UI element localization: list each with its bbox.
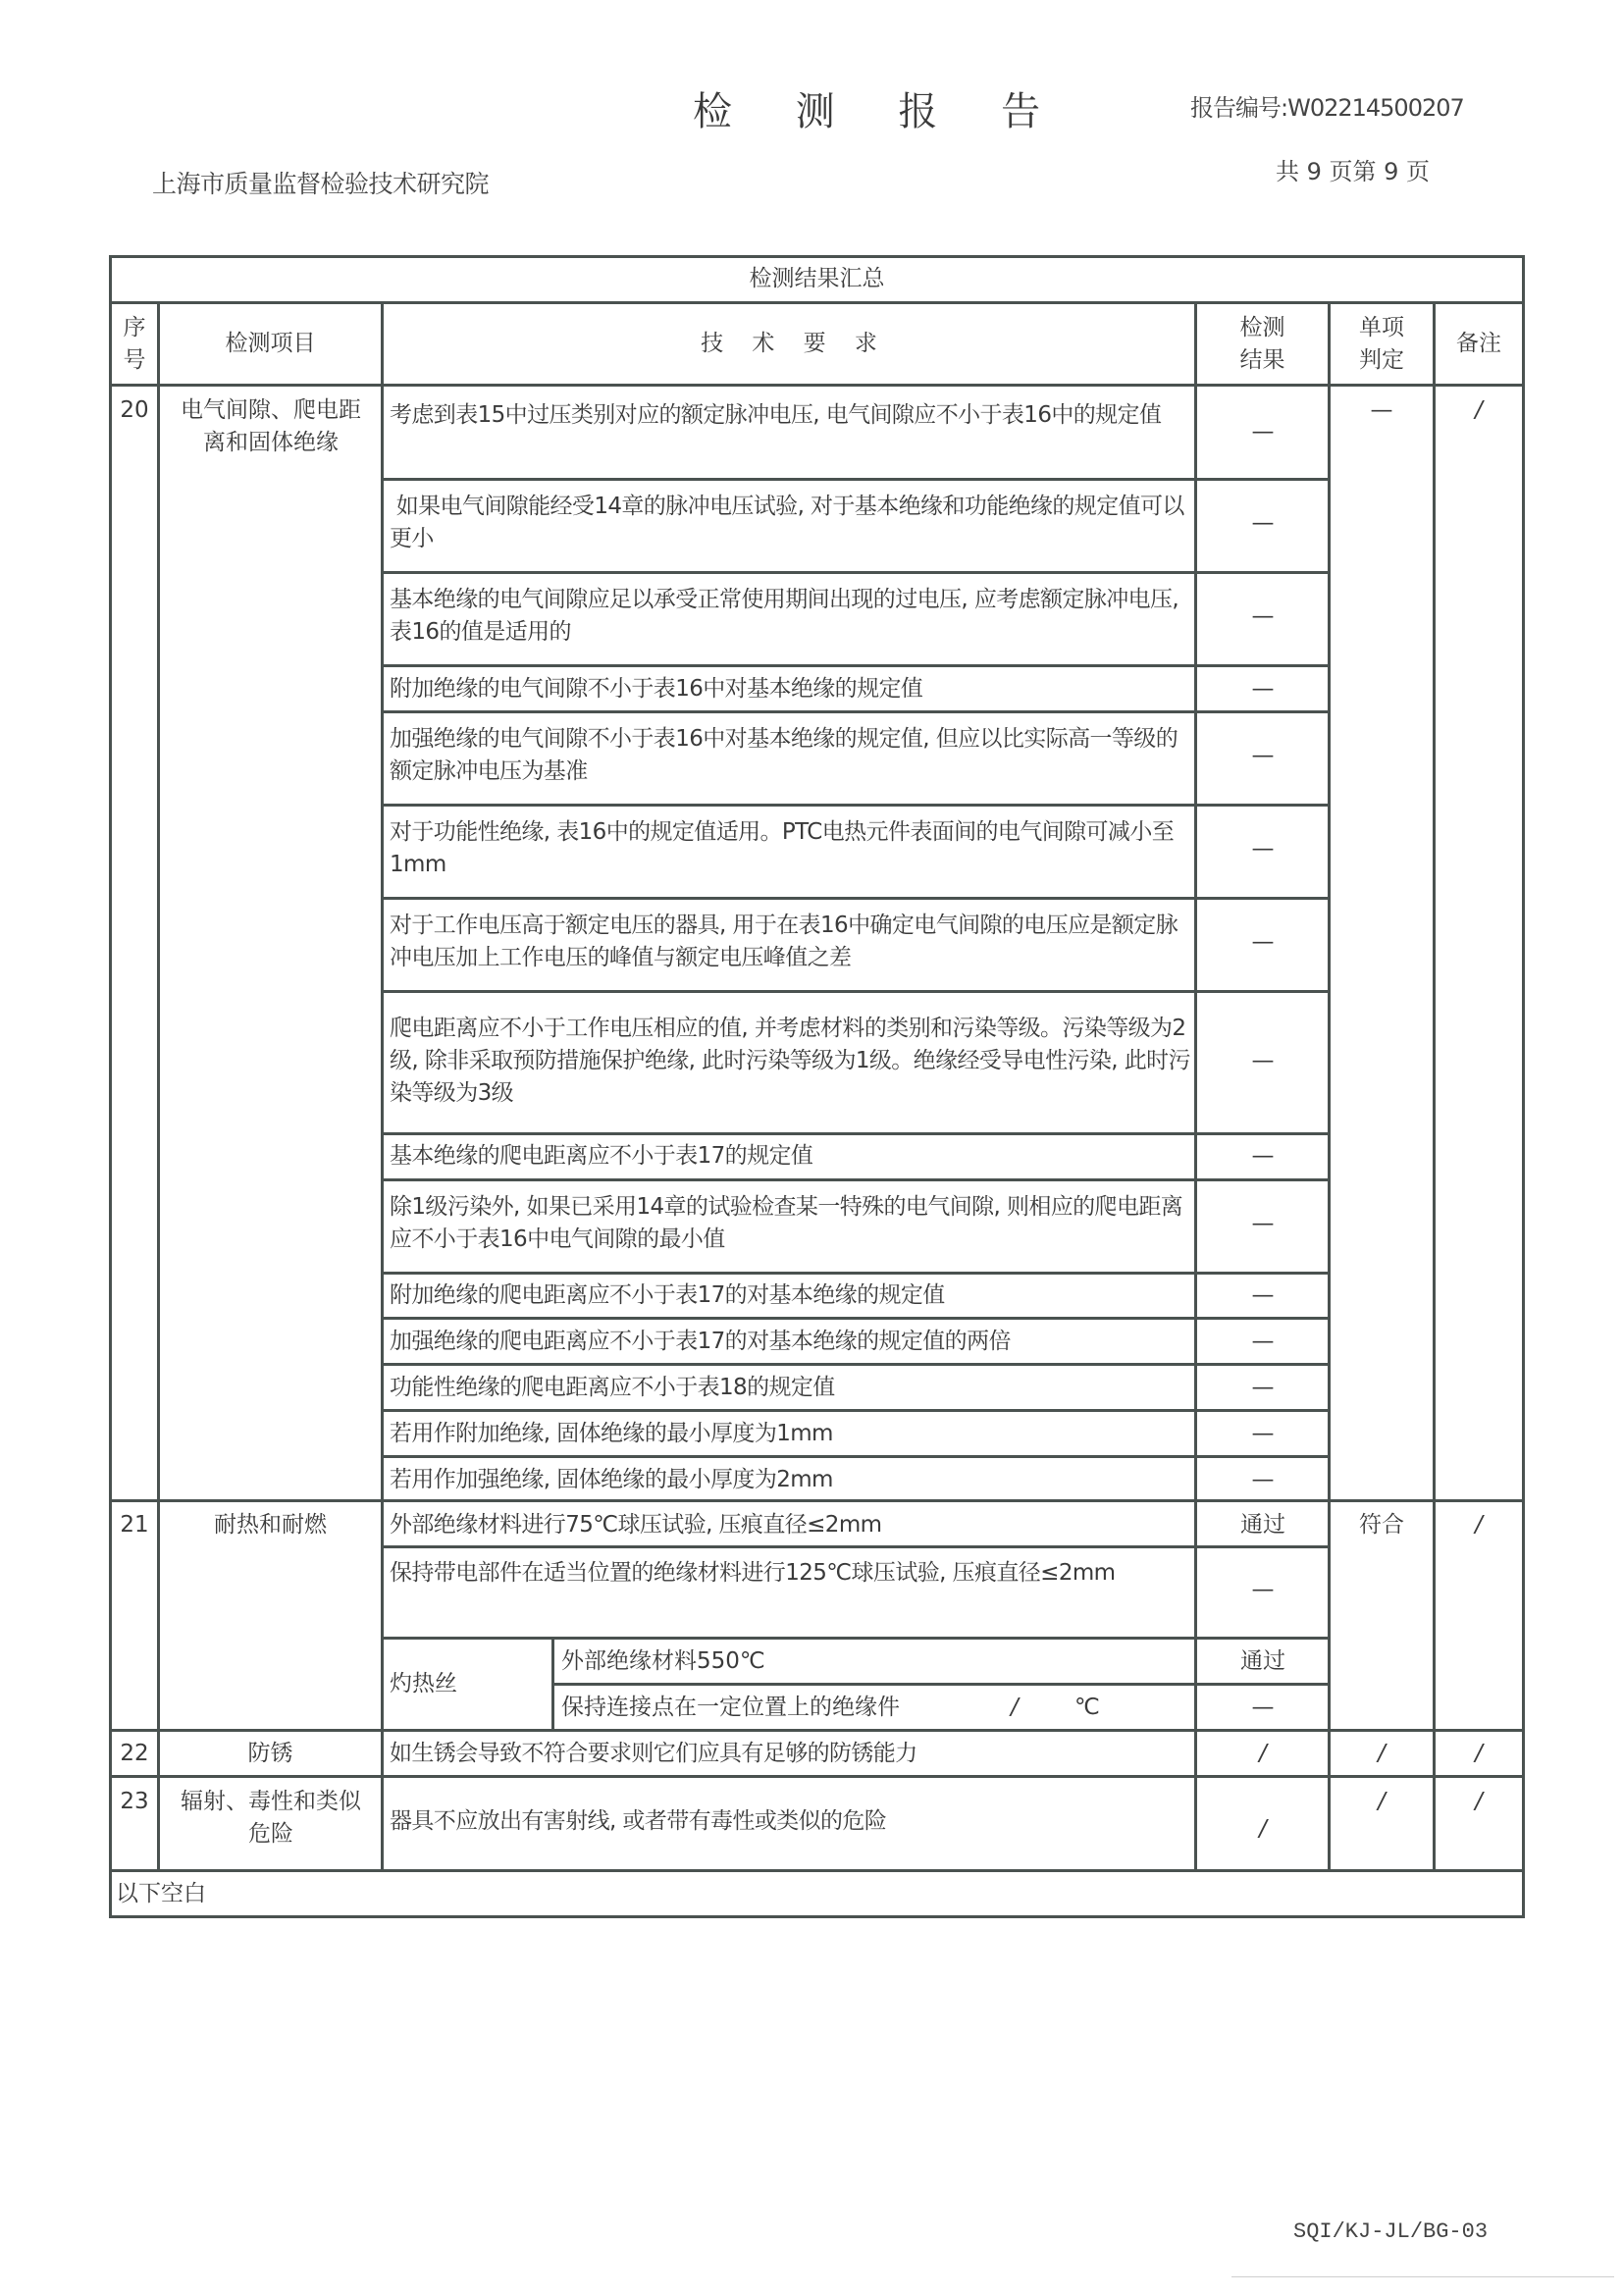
requirement-text: 基本绝缘的电气间隙应足以承受正常使用期间出现的过电压, 应考虑额定脉冲电压, 表16的值是适用的 [390,587,1179,645]
row-divider [109,384,1525,387]
result-value: — [1251,929,1275,955]
requirement-text: 若用作加强绝缘, 固体绝缘的最小厚度为2mm [390,1467,833,1492]
group-item: 辐射、毒性和类似危险 [181,1789,361,1847]
requirement-text: 考虑到表15中过压类别对应的额定脉冲电压, 电气间隙应不小于表16中的规定值 [390,402,1162,428]
table-border-left [109,255,112,1918]
result-value: 通过 [1240,1648,1285,1674]
col-header-requirement: 技 术 要 求 [701,331,877,356]
requirement-text: 若用作附加绝缘, 固体绝缘的最小厚度为1mm [390,1421,833,1446]
row-divider [381,710,1331,713]
result-value: — [1251,1695,1275,1720]
group-remark: / [1475,1512,1483,1538]
result-value: — [1251,1143,1275,1169]
group-item: 电气间隙、爬电距离和固体绝缘 [181,397,361,455]
group-remark: / [1475,1789,1483,1814]
group-seq: 20 [120,397,149,423]
row-divider [381,990,1331,993]
group-item: 防锈 [247,1741,293,1766]
page-info: 共 9 页第 9 页 [1276,158,1431,185]
result-value: — [1251,1282,1275,1308]
col-header-item: 检测项目 [225,331,316,356]
requirement-text: 对于功能性绝缘, 表16中的规定值适用。PTC电热元件表面间的电气间隙可减小至1mm [390,819,1175,877]
result-value: — [1251,1329,1275,1354]
row-divider [381,478,1331,481]
group-seq: 22 [120,1741,149,1766]
group-item: 耐热和耐燃 [214,1512,327,1538]
row-divider [109,1869,1525,1872]
requirement-text: 功能性绝缘的爬电距离应不小于表18的规定值 [390,1375,835,1400]
requirement-text: 如果电气间隙能经受14章的脉冲电压试验, 对于基本绝缘和功能绝缘的规定值可以更小 [390,494,1184,551]
requirement-text: 器具不应放出有害射线, 或者带有毒性或类似的危险 [390,1808,887,1834]
row-divider [381,571,1331,574]
row-divider [381,1178,1331,1181]
col-divider [1433,301,1436,1871]
result-value: — [1251,1048,1275,1073]
group-judgement: / [1378,1741,1386,1766]
requirement-text: 外部绝缘材料550℃ [561,1648,765,1674]
result-value: / [1259,1741,1267,1766]
row-divider [381,1363,1331,1366]
institute-name: 上海市质量监督检验技术研究院 [152,170,490,198]
row-divider [381,1637,1331,1640]
row-divider [109,1729,1525,1732]
row-divider [109,1775,1525,1778]
requirement-text: 如生锈会导致不符合要求则它们应具有足够的防锈能力 [390,1741,917,1766]
requirement-text: 附加绝缘的电气间隙不小于表16中对基本绝缘的规定值 [390,676,923,702]
result-value: — [1251,1467,1275,1492]
requirement-text: 附加绝缘的爬电距离应不小于表17的对基本绝缘的规定值 [390,1282,945,1308]
group-remark: / [1475,397,1483,423]
group-seq: 23 [120,1789,149,1814]
result-value: — [1251,676,1275,702]
requirement-text: 保持连接点在一定位置上的绝缘件 [561,1695,900,1720]
footer-divider [1231,2276,1614,2277]
col-divider [157,301,160,1871]
requirement-text: 保持带电部件在适当位置的绝缘材料进行125℃球压试验, 压痕直径≤2mm [390,1560,1116,1586]
row-divider [381,1272,1331,1275]
requirement-text: 对于工作电压高于额定电压的器具, 用于在表16中确定电气间隙的电压应是额定脉冲电压加上工作电压的峰值与额定电压峰值之差 [390,913,1178,970]
table-border-top [109,255,1525,258]
requirement-text: 基本绝缘的爬电距离应不小于表17的规定值 [390,1143,813,1169]
result-value: — [1251,1211,1275,1236]
requirement-text: 加强绝缘的电气间隙不小于表16中对基本绝缘的规定值, 但应以比实际高一等级的额定脉冲电压为基准 [390,726,1178,784]
report-title: 检 测 报 告 [693,89,1067,134]
result-value: — [1251,836,1275,861]
result-value: — [1251,1375,1275,1400]
table-border-right [1522,255,1525,1918]
row-divider [109,301,1525,304]
row-divider [381,804,1331,807]
result-value: — [1251,1421,1275,1446]
row-divider [381,1455,1331,1458]
requirement-text: 外部绝缘材料进行75℃球压试验, 压痕直径≤2mm [390,1512,882,1538]
row-divider [381,1409,1331,1412]
glow-wire-temperature-value: / [1011,1695,1019,1720]
result-value: — [1251,1577,1275,1602]
group-judgement: / [1378,1789,1386,1814]
result-value: 通过 [1240,1512,1285,1538]
col-header-result: 检测 结果 [1239,315,1285,373]
glow-wire-temperature-unit: ℃ [1074,1695,1100,1720]
result-value: / [1259,1816,1267,1842]
table-caption: 检测结果汇总 [749,266,885,291]
row-divider [381,1545,1331,1548]
row-divider [551,1683,1331,1686]
col-divider [381,301,384,1871]
blank-below-note: 以下空白 [116,1881,206,1906]
group-judgement: 符合 [1359,1512,1404,1538]
col-header-judgement: 单项 判定 [1359,315,1404,373]
group-seq: 21 [120,1512,149,1538]
col-header-seq: 序 号 [123,315,146,373]
row-divider [381,897,1331,900]
requirement-text: 加强绝缘的爬电距离应不小于表17的对基本绝缘的规定值的两倍 [390,1329,1011,1354]
glow-wire-label: 灼热丝 [390,1671,457,1696]
row-divider [381,1132,1331,1135]
col-header-remark: 备注 [1456,331,1501,356]
group-judgement: — [1370,397,1393,423]
result-value: — [1251,510,1275,536]
form-code: SQI/KJ-JL/BG-03 [1293,2219,1489,2244]
requirement-text: 爬电距离应不小于工作电压相应的值, 并考虑材料的类别和污染等级。污染等级为2级, 除非采取预防措施保护绝缘, 此时污染等级为1级。绝缘经受导电性污染, 此时污染等级为3级 [390,1016,1190,1106]
result-value: — [1251,419,1275,444]
requirement-text: 除1级污染外, 如果已采用14章的试验检查某一特殊的电气间隙, 则相应的爬电距离应不小于表16中电气间隙的最小值 [390,1194,1183,1252]
row-divider [381,1317,1331,1320]
result-value: — [1251,743,1275,768]
table-border-bottom [109,1915,1525,1918]
result-value: — [1251,603,1275,629]
group-remark: / [1475,1741,1483,1766]
report-number: 报告编号:W02214500207 [1190,94,1464,122]
row-divider [109,1499,1525,1502]
row-divider [381,664,1331,667]
